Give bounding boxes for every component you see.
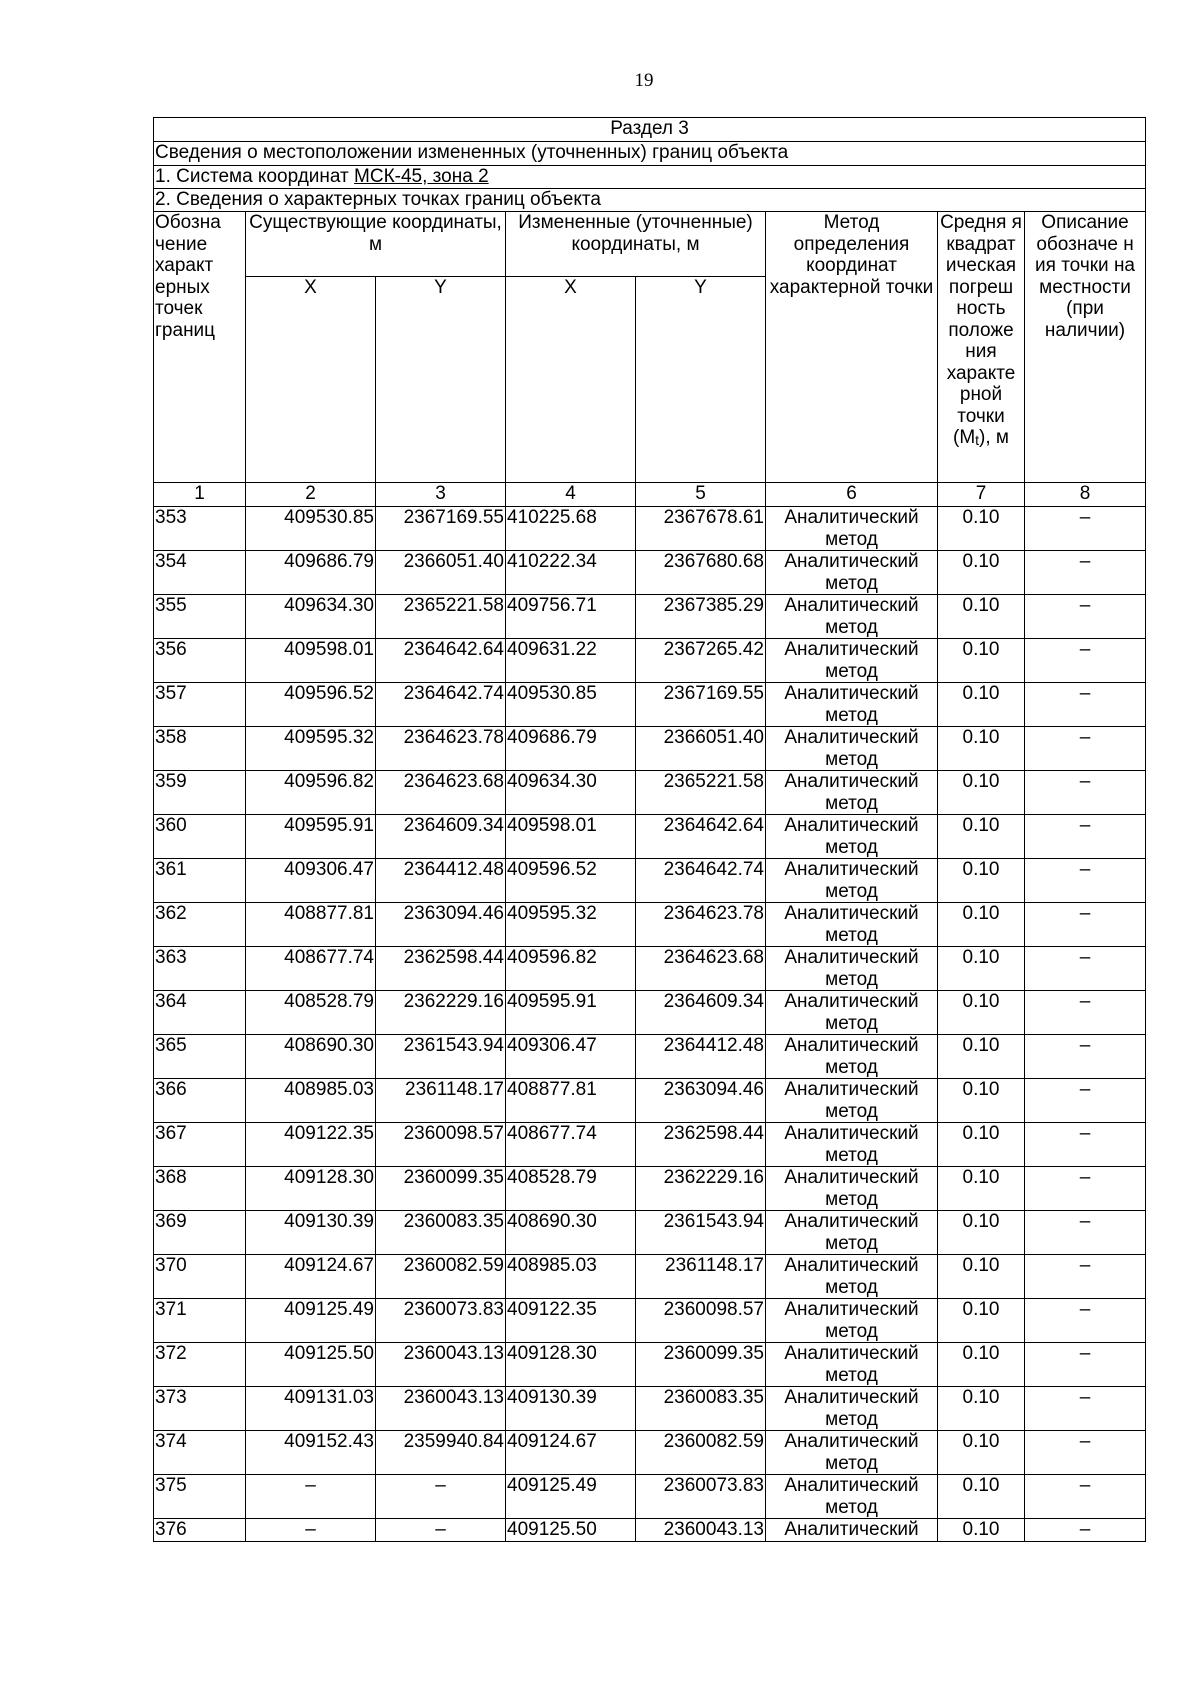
method-cell: Аналитический метод (766, 1123, 938, 1167)
table-row (154, 1167, 1146, 1211)
existing-x-cell: 409131.03 (246, 1387, 376, 1431)
changed-y-cell: 2363094.46 (636, 1079, 766, 1123)
existing-y-cell: 2360043.13 (376, 1343, 506, 1387)
changed-y-cell: 2367678.61 (636, 507, 766, 551)
description-cell: – (1025, 1519, 1146, 1542)
description-cell: – (1025, 947, 1146, 991)
section-subtitle: Сведения о местоположении измененных (уточненных) границ объекта (154, 142, 1146, 166)
error-cell: 0.10 (938, 551, 1025, 595)
description-cell: – (1025, 1255, 1146, 1299)
description-cell: – (1025, 1167, 1146, 1211)
existing-x-cell: 408690.30 (246, 1035, 376, 1079)
coordinate-system-value: МСК-45, зона 2 (354, 166, 489, 187)
method-cell: Аналитический метод (766, 1211, 938, 1255)
column-number: 6 (766, 483, 938, 507)
existing-x-cell: 409122.35 (246, 1123, 376, 1167)
changed-x-cell: 410222.34 (506, 551, 636, 595)
changed-x-cell: 409634.30 (506, 771, 636, 815)
header-mean-error-text: Средня я квадрат ическая погреш ность положе ния характе рной точки (M (940, 212, 1022, 448)
header-existing-y: Y (376, 277, 506, 483)
changed-y-cell: 2367169.55 (636, 683, 766, 727)
error-cell: 0.10 (938, 1079, 1025, 1123)
method-cell: Аналитический метод (766, 1387, 938, 1431)
error-cell: 0.10 (938, 771, 1025, 815)
existing-y-cell: 2362229.16 (376, 991, 506, 1035)
error-cell: 0.10 (938, 1167, 1025, 1211)
point-id-cell: 360 (154, 815, 246, 859)
description-cell: – (1025, 1431, 1146, 1475)
table-row (154, 1343, 1146, 1387)
method-cell: Аналитический метод (766, 815, 938, 859)
changed-y-cell: 2361148.17 (636, 1255, 766, 1299)
point-id-cell: 367 (154, 1123, 246, 1167)
existing-x-cell: 408985.03 (246, 1079, 376, 1123)
existing-x-cell: 408528.79 (246, 991, 376, 1035)
point-id-cell: 371 (154, 1299, 246, 1343)
changed-x-cell: 408985.03 (506, 1255, 636, 1299)
changed-x-cell: 408528.79 (506, 1167, 636, 1211)
header-changed-y: Y (636, 277, 766, 483)
table-row (154, 1255, 1146, 1299)
existing-x-cell: 409128.30 (246, 1167, 376, 1211)
changed-x-cell: 409595.91 (506, 991, 636, 1035)
changed-y-cell: 2364412.48 (636, 1035, 766, 1079)
header-changed-x: X (506, 277, 636, 483)
existing-x-cell: 408677.74 (246, 947, 376, 991)
existing-y-cell: 2360083.35 (376, 1211, 506, 1255)
existing-y-cell: 2364623.78 (376, 727, 506, 771)
error-cell: 0.10 (938, 1299, 1025, 1343)
existing-x-cell: 409530.85 (246, 507, 376, 551)
header-existing-coords: Существующие координаты, м (246, 212, 506, 277)
point-id-cell: 362 (154, 903, 246, 947)
existing-x-cell: – (246, 1475, 376, 1519)
existing-y-cell: – (376, 1519, 506, 1542)
description-cell: – (1025, 1079, 1146, 1123)
existing-x-cell: – (246, 1519, 376, 1542)
table-row (154, 991, 1146, 1035)
error-cell: 0.10 (938, 1255, 1025, 1299)
changed-y-cell: 2364642.64 (636, 815, 766, 859)
header-mean-error (938, 212, 1025, 483)
existing-x-cell: 409598.01 (246, 639, 376, 683)
changed-x-cell: 409686.79 (506, 727, 636, 771)
method-cell: Аналитический метод (766, 1343, 938, 1387)
description-cell: – (1025, 1475, 1146, 1519)
changed-y-cell: 2367385.29 (636, 595, 766, 639)
table-row (154, 1519, 1146, 1542)
column-numbers-row (154, 483, 1146, 507)
existing-x-cell: 409124.67 (246, 1255, 376, 1299)
header-existing-x: X (246, 277, 376, 483)
error-cell: 0.10 (938, 991, 1025, 1035)
changed-y-cell: 2367680.68 (636, 551, 766, 595)
changed-x-cell: 409128.30 (506, 1343, 636, 1387)
existing-y-cell: – (376, 1475, 506, 1519)
section-title: Раздел 3 (154, 118, 1146, 142)
column-number: 4 (506, 483, 636, 507)
changed-y-cell: 2360098.57 (636, 1299, 766, 1343)
existing-y-cell: 2366051.40 (376, 551, 506, 595)
changed-x-cell: 409530.85 (506, 683, 636, 727)
table-row (154, 859, 1146, 903)
error-cell: 0.10 (938, 903, 1025, 947)
existing-x-cell: 409306.47 (246, 859, 376, 903)
error-cell: 0.10 (938, 947, 1025, 991)
method-cell: Аналитический метод (766, 727, 938, 771)
table-row (154, 815, 1146, 859)
existing-y-cell: 2361543.94 (376, 1035, 506, 1079)
page-number: 19 (634, 70, 654, 91)
changed-y-cell: 2362598.44 (636, 1123, 766, 1167)
changed-y-cell: 2360099.35 (636, 1343, 766, 1387)
table-row (154, 1123, 1146, 1167)
existing-y-cell: 2367169.55 (376, 507, 506, 551)
changed-y-cell: 2367265.42 (636, 639, 766, 683)
existing-x-cell: 409595.32 (246, 727, 376, 771)
existing-x-cell: 409595.91 (246, 815, 376, 859)
error-cell: 0.10 (938, 1519, 1025, 1542)
point-id-cell: 376 (154, 1519, 246, 1542)
description-cell: – (1025, 859, 1146, 903)
error-cell: 0.10 (938, 815, 1025, 859)
changed-x-cell: 408677.74 (506, 1123, 636, 1167)
changed-y-cell: 2364623.68 (636, 947, 766, 991)
point-id-cell: 353 (154, 507, 246, 551)
existing-y-cell: 2359940.84 (376, 1431, 506, 1475)
changed-x-cell: 409125.50 (506, 1519, 636, 1542)
point-id-cell: 366 (154, 1079, 246, 1123)
points-heading: 2. Сведения о характерных точках границ объекта (154, 189, 1146, 212)
existing-y-cell: 2360043.13 (376, 1387, 506, 1431)
point-id-cell: 373 (154, 1387, 246, 1431)
table-row (154, 1035, 1146, 1079)
table-row (154, 903, 1146, 947)
column-number: 2 (246, 483, 376, 507)
existing-x-cell: 409596.82 (246, 771, 376, 815)
changed-x-cell: 409122.35 (506, 1299, 636, 1343)
header-mean-error-unit: ), м (979, 427, 1009, 448)
changed-x-cell: 409596.82 (506, 947, 636, 991)
table-row (154, 551, 1146, 595)
table-row (154, 1475, 1146, 1519)
changed-y-cell: 2365221.58 (636, 771, 766, 815)
description-cell: – (1025, 551, 1146, 595)
error-cell: 0.10 (938, 1475, 1025, 1519)
table-row (154, 1431, 1146, 1475)
table-row (154, 1211, 1146, 1255)
existing-y-cell: 2363094.46 (376, 903, 506, 947)
method-cell: Аналитический метод (766, 991, 938, 1035)
description-cell: – (1025, 903, 1146, 947)
description-cell: – (1025, 595, 1146, 639)
method-cell: Аналитический метод (766, 639, 938, 683)
table-row (154, 1079, 1146, 1123)
point-id-cell: 358 (154, 727, 246, 771)
method-cell: Аналитический метод (766, 595, 938, 639)
changed-y-cell: 2366051.40 (636, 727, 766, 771)
description-cell: – (1025, 683, 1146, 727)
method-cell: Аналитический метод (766, 551, 938, 595)
point-id-cell: 356 (154, 639, 246, 683)
error-cell: 0.10 (938, 507, 1025, 551)
existing-x-cell: 408877.81 (246, 903, 376, 947)
existing-x-cell: 409125.50 (246, 1343, 376, 1387)
table-row (154, 947, 1146, 991)
method-cell: Аналитический (766, 1519, 938, 1542)
description-cell: – (1025, 1123, 1146, 1167)
error-cell: 0.10 (938, 683, 1025, 727)
point-id-cell: 355 (154, 595, 246, 639)
method-cell: Аналитический метод (766, 1431, 938, 1475)
description-cell: – (1025, 1211, 1146, 1255)
existing-y-cell: 2364642.64 (376, 639, 506, 683)
changed-x-cell: 409306.47 (506, 1035, 636, 1079)
point-id-cell: 375 (154, 1475, 246, 1519)
column-number: 7 (938, 483, 1025, 507)
changed-y-cell: 2360073.83 (636, 1475, 766, 1519)
column-number: 5 (636, 483, 766, 507)
header-description: Описание обозначе н ия точки на местности (при наличии) (1025, 212, 1146, 483)
changed-x-cell: 409631.22 (506, 639, 636, 683)
column-number: 1 (154, 483, 246, 507)
point-id-cell: 361 (154, 859, 246, 903)
point-id-cell: 368 (154, 1167, 246, 1211)
description-cell: – (1025, 507, 1146, 551)
coordinate-system (154, 166, 1146, 189)
header-method: Метод определения координат характерной точки (766, 212, 938, 483)
existing-x-cell: 409596.52 (246, 683, 376, 727)
table-row (154, 727, 1146, 771)
existing-y-cell: 2360082.59 (376, 1255, 506, 1299)
changed-x-cell: 409596.52 (506, 859, 636, 903)
method-cell: Аналитический метод (766, 1079, 938, 1123)
changed-y-cell: 2362229.16 (636, 1167, 766, 1211)
table-row (154, 507, 1146, 551)
changed-x-cell: 409124.67 (506, 1431, 636, 1475)
column-number: 8 (1025, 483, 1146, 507)
table-row (154, 683, 1146, 727)
description-cell: – (1025, 727, 1146, 771)
existing-x-cell: 409152.43 (246, 1431, 376, 1475)
description-cell: – (1025, 639, 1146, 683)
method-cell: Аналитический метод (766, 1475, 938, 1519)
existing-y-cell: 2360099.35 (376, 1167, 506, 1211)
error-cell: 0.10 (938, 1123, 1025, 1167)
existing-y-cell: 2364642.74 (376, 683, 506, 727)
point-id-cell: 374 (154, 1431, 246, 1475)
table-row (154, 1387, 1146, 1431)
table-row (154, 1299, 1146, 1343)
method-cell: Аналитический метод (766, 507, 938, 551)
point-id-cell: 370 (154, 1255, 246, 1299)
changed-x-cell: 408877.81 (506, 1079, 636, 1123)
description-cell: – (1025, 1299, 1146, 1343)
method-cell: Аналитический метод (766, 1167, 938, 1211)
error-cell: 0.10 (938, 1343, 1025, 1387)
method-cell: Аналитический метод (766, 1035, 938, 1079)
changed-x-cell: 409756.71 (506, 595, 636, 639)
method-cell: Аналитический метод (766, 859, 938, 903)
boundary-points-table (153, 117, 1146, 1542)
changed-x-cell: 409598.01 (506, 815, 636, 859)
method-cell: Аналитический метод (766, 903, 938, 947)
table-row (154, 639, 1146, 683)
point-id-cell: 359 (154, 771, 246, 815)
existing-y-cell: 2360073.83 (376, 1299, 506, 1343)
description-cell: – (1025, 1387, 1146, 1431)
changed-y-cell: 2364623.78 (636, 903, 766, 947)
changed-y-cell: 2364609.34 (636, 991, 766, 1035)
changed-x-cell: 410225.68 (506, 507, 636, 551)
description-cell: – (1025, 815, 1146, 859)
existing-y-cell: 2360098.57 (376, 1123, 506, 1167)
changed-y-cell: 2364642.74 (636, 859, 766, 903)
error-cell: 0.10 (938, 1035, 1025, 1079)
error-cell: 0.10 (938, 859, 1025, 903)
description-cell: – (1025, 1343, 1146, 1387)
table-row (154, 595, 1146, 639)
changed-y-cell: 2360082.59 (636, 1431, 766, 1475)
table-row (154, 771, 1146, 815)
changed-x-cell: 408690.30 (506, 1211, 636, 1255)
existing-x-cell: 409130.39 (246, 1211, 376, 1255)
changed-y-cell: 2361543.94 (636, 1211, 766, 1255)
method-cell: Аналитический метод (766, 771, 938, 815)
column-number: 3 (376, 483, 506, 507)
point-id-cell: 354 (154, 551, 246, 595)
existing-x-cell: 409634.30 (246, 595, 376, 639)
description-cell: – (1025, 1035, 1146, 1079)
method-cell: Аналитический метод (766, 947, 938, 991)
error-cell: 0.10 (938, 595, 1025, 639)
existing-y-cell: 2365221.58 (376, 595, 506, 639)
method-cell: Аналитический метод (766, 683, 938, 727)
header-mean-error-subscript: t (975, 432, 980, 448)
changed-x-cell: 409130.39 (506, 1387, 636, 1431)
changed-y-cell: 2360083.35 (636, 1387, 766, 1431)
error-cell: 0.10 (938, 1387, 1025, 1431)
description-cell: – (1025, 991, 1146, 1035)
header-changed-coords: Измененные (уточненные) координаты, м (506, 212, 766, 277)
method-cell: Аналитический метод (766, 1299, 938, 1343)
existing-y-cell: 2361148.17 (376, 1079, 506, 1123)
existing-y-cell: 2364623.68 (376, 771, 506, 815)
error-cell: 0.10 (938, 1211, 1025, 1255)
error-cell: 0.10 (938, 639, 1025, 683)
changed-x-cell: 409125.49 (506, 1475, 636, 1519)
point-id-cell: 364 (154, 991, 246, 1035)
changed-y-cell: 2360043.13 (636, 1519, 766, 1542)
header-point-id: Обозна чение характ ерных точек границ (154, 212, 246, 483)
description-cell: – (1025, 771, 1146, 815)
point-id-cell: 357 (154, 683, 246, 727)
point-id-cell: 369 (154, 1211, 246, 1255)
existing-y-cell: 2364609.34 (376, 815, 506, 859)
changed-x-cell: 409595.32 (506, 903, 636, 947)
coordinate-system-label: 1. Система координат (155, 166, 355, 187)
point-id-cell: 363 (154, 947, 246, 991)
existing-y-cell: 2364412.48 (376, 859, 506, 903)
existing-y-cell: 2362598.44 (376, 947, 506, 991)
error-cell: 0.10 (938, 1431, 1025, 1475)
point-id-cell: 365 (154, 1035, 246, 1079)
existing-x-cell: 409125.49 (246, 1299, 376, 1343)
method-cell: Аналитический метод (766, 1255, 938, 1299)
point-id-cell: 372 (154, 1343, 246, 1387)
error-cell: 0.10 (938, 727, 1025, 771)
existing-x-cell: 409686.79 (246, 551, 376, 595)
